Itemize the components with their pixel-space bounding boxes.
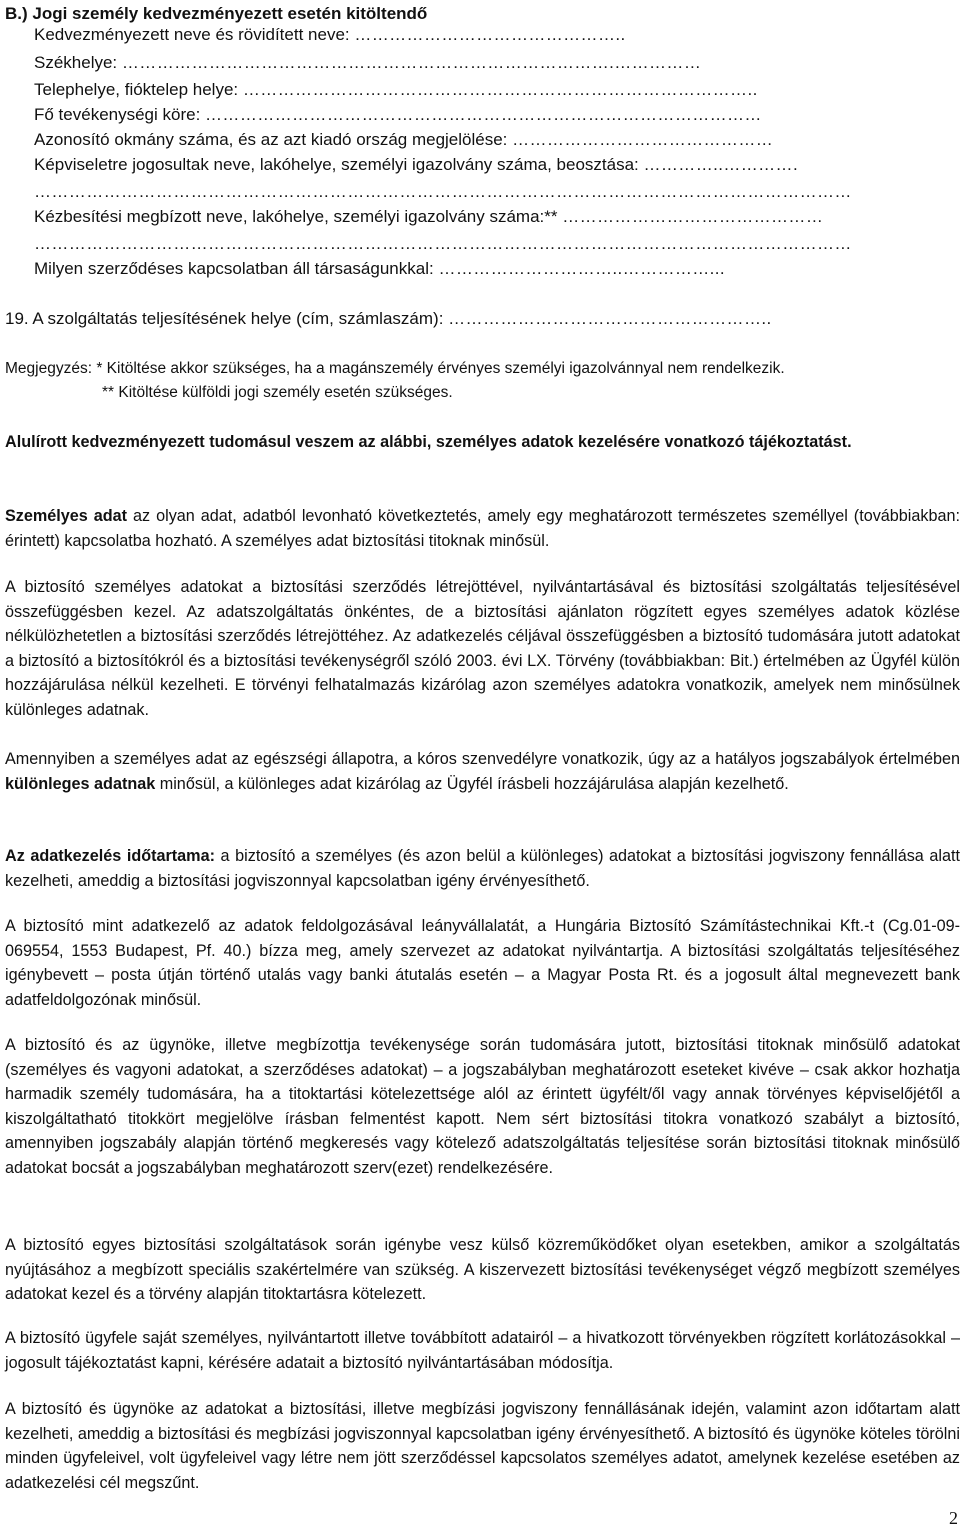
form-field-main-activity: [34, 104, 960, 126]
term-bold: Személyes adat: [5, 507, 128, 525]
field-dotted-line: ……………………………………………………………………………………: [205, 105, 762, 124]
note-line-2: ** Kitöltése külföldi jogi személy esetén szükséges.: [102, 384, 453, 401]
form-field-branch: [34, 79, 960, 101]
field-dotted-line: ……………………………………………………………………………………………………………………………: [34, 182, 852, 201]
paragraph-data-handling: A biztosító személyes adatokat a biztosítási szerződés létrejöttével, nyilvántartásával és biztosítási szolgáltatás teljesítésével összefüggésben kezel. Az adatszolgáltatás önkéntes, de a biztosítási ajánlaton rögzített egyes személyes adatok közlése nélkülözhetetlen a biztosítási szerződés létrejöttéhez. Az adatkezelés céljával összefüggésben a biztosító tudomására jutott adatokat a biztosító a biztosítókról és a biztosítási tevékenységről szóló 2003. évi LX. Törvény (továbbiakban: Bit.) értelmében az Ügyfél külön hozzájárulása nélkül kezelheti. E törvényi felhatalmazás kizárólag azon személyes adatokra vonatkozik, amelyek nem minősülnek különleges adatnak.: [5, 578, 960, 719]
field-label: Képviseletre jogosultak neve, lakóhelye, személyi igazolvány száma, beosztása:: [34, 155, 644, 174]
form-field-contract-relation: [34, 258, 960, 280]
field-dotted-line: ……………………………………………………………………………..: [242, 80, 758, 99]
field-label: Milyen szerződéses kapcsolatban áll társaságunkkal:: [34, 259, 439, 278]
page-number: 2: [949, 1508, 958, 1528]
field-label: 19. A szolgáltatás teljesítésének helye (cím, számlaszám):: [5, 309, 449, 328]
paragraph-text: az olyan adat, adatból levonható következtetés, amely egy meghatározott természetes személlyel (továbbiakban: érintett) kapcsolatba hozható. A személyes adat biztosítási titoknak minősül.: [5, 507, 960, 550]
form-field-headquarters: [34, 52, 960, 74]
field-dotted-line: ………………………………………: [512, 130, 774, 149]
form-field-representatives: [34, 154, 960, 176]
field-dotted-line: …………………………..……………...: [438, 259, 726, 278]
field-dotted-line: ………………………………………: [562, 207, 824, 226]
paragraph-client-rights: A biztosító ügyfele saját személyes, nyilvántartott illetve továbbított adatairól – a hivatkozott törvényekben rögzített korlátozásokkal – jogosult tájékoztatást kapni, kérésére adatait a biztosító nyilvántartásában módosítja.: [5, 1329, 960, 1372]
field-label: Kedvezményezett neve és rövidített neve:: [34, 25, 355, 44]
field-label: Kézbesítési megbízott neve, lakóhelye, személyi igazolvány száma:**: [34, 207, 563, 226]
term-bold: különleges adatnak: [5, 774, 156, 793]
paragraph-insurance-secret: A biztosító és az ügynöke, illetve megbízottja tevékenysége során tudomására jutott, biztosítási titoknak minősülő adatokat (személyes és vagyoni adatokat, a szerződéses adatokat) – a jogszabályban meghatározott eseteket kivéve – csak akkor hozhatja harmadik személy tudomására, ha a titoktartási kötelezettsége alól az érintett ügyfélt/ől vagy annak törvényes képviselőjétől a kiszolgáltatható titokkört megjelölve írásban felmentést kapott. Nem sért biztosítási titokra vonatkozó szabályt a biztosító, amennyiben jogszabály alapján történő megkeresés vagy kötelező adatszolgáltatás teljesítése során biztosítási titoknak minősülő adatokat bocsát a jogszabályban meghatározott szerv(ezet) rendelkezésére.: [5, 1036, 960, 1177]
paragraph-personal-data: [5, 504, 960, 553]
form-field-beneficiary-name: [34, 24, 960, 46]
field-label: Fő tevékenységi köre:: [34, 105, 206, 124]
paragraph-text: a biztosító a személyes (és azon belül a különleges) adatokat a biztosítási jogviszony fennállása alatt kezelheti, ameddig a biztosítási jogviszonnyal kapcsolatban igény érvényesíthető.: [5, 847, 960, 890]
field-dotted-line: ………………………………………..: [354, 25, 626, 44]
field-dotted-line: …………..………….: [643, 155, 799, 174]
note-line-1: Megjegyzés: * Kitöltése akkor szükséges, ha a magánszemély érvényes személyi igazolvánnyal nem rendelkezik.: [5, 360, 785, 377]
field-dotted-line: ………………………………………………………………………….……………: [121, 53, 702, 72]
form-field-id-document: [34, 129, 960, 151]
paragraph-text: minősül, a különleges adat kizárólag az Ügyfél írásbeli hozzájárulása alapján kezelhető.: [155, 774, 789, 793]
paragraph-text: Amennyiben a személyes adat az egészségi állapotra, a kóros szenvedélyre vonatkozik, úgy az a hatályos jogszabályok értelmében: [5, 750, 960, 768]
field-dotted-line: ……………………………………………………………………………………………………………………………: [34, 234, 852, 253]
paragraph-special-data: [5, 747, 960, 796]
term-bold: Az adatkezelés időtartama:: [5, 847, 215, 865]
paragraph-data-processor: A biztosító mint adatkezelő az adatok feldolgozásával leányvállalatát, a Hungária Biztosító Számítástechnikai Kft.-t (Cg.01-09-069554, 1553 Budapest, Pf. 40.) bízza meg, amely szervezet az adatokat nyilvántartja. A biztosítási szolgáltatás teljesítéséhez igénybevett – posta útján történő utalás vagy banki átutalás esetén – a Magyar Posta Rt. és a jogosult által megnevezett bank adatfeldolgozónak minősül.: [5, 917, 960, 1009]
paragraph-retention-period: [5, 844, 960, 893]
field-label: Telephelye, fióktelep helye:: [34, 80, 243, 99]
item-19-service-place: [5, 308, 960, 330]
acknowledgement-statement: Alulírott kedvezményezett tudomásul veszem az alábbi, személyes adatok kezelésére vonatkozó tájékoztatást.: [5, 433, 852, 451]
section-title: B.) Jogi személy kedvezményezett esetén kitöltendő: [5, 4, 428, 23]
field-label: Azonosító okmány száma, és az azt kiadó ország megjelölése:: [34, 130, 513, 149]
paragraph-data-deletion: A biztosító és ügynöke az adatokat a biztosítási, illetve megbízási jogviszony fennállásának idején, valamint azon időtartam alatt kezelheti, ameddig a biztosítási és megbízási jogviszonnyal kapcsolatban igény érvényesíthető. A biztosító és ügynöke köteles törölni minden ügyfeleivel, volt ügyfeleivel vagy létre nem jött szerződéssel kapcsolatos személyes adatot, amelynek kezelése esetében az adatkezelési cél megszűnt.: [5, 1400, 960, 1492]
paragraph-external-partners: A biztosító egyes biztosítási szolgáltatások során igénybe vesz külső közreműködőket olyan esetekben, amikor a szolgáltatás nyújtásához a megbízott speciális szakértelmére van szükség. A kiszervezett biztosítási tevékenységet végző megbízott személyes adatokat kezel és a törvény alapján titoktartásra kötelezett.: [5, 1236, 960, 1304]
field-label: Székhelye:: [34, 53, 122, 72]
field-dotted-line: ………………………………………………..: [448, 309, 772, 328]
form-field-delivery-agent: [34, 206, 960, 228]
